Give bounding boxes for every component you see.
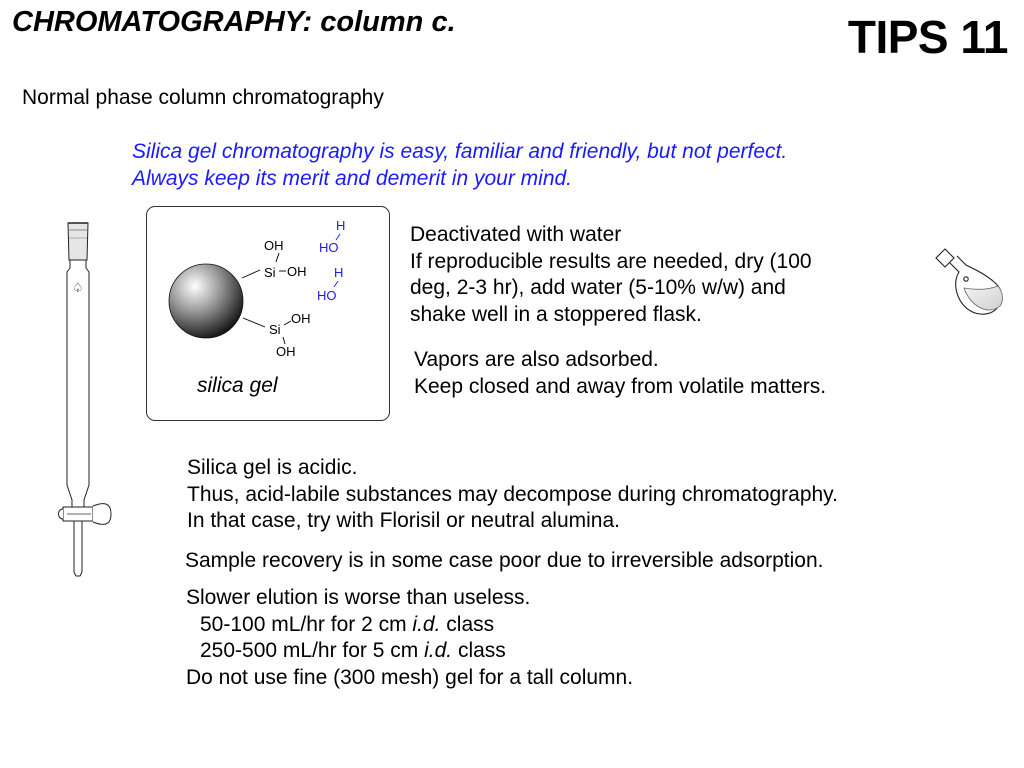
- vapors-line-2: Keep closed and away from volatile matters.: [414, 374, 827, 398]
- ho-lower-label: HO: [317, 288, 337, 303]
- elution-note: [186, 585, 633, 691]
- rate-2cm-id: i.d.: [412, 612, 441, 636]
- elution-line-4: Do not use fine (300 mesh) gel for a tall column.: [186, 665, 634, 689]
- acidity-line-1: Silica gel is acidic.: [187, 456, 358, 479]
- h-lower-label: H: [334, 265, 344, 280]
- h-upper-label: H: [336, 218, 346, 233]
- rate-5cm-class: class: [452, 639, 506, 662]
- intro-line-2: Always keep its merit and demerit in your mind.: [132, 167, 573, 190]
- rate-5cm-text: 250-500 mL/hr for 5 cm: [200, 639, 425, 662]
- rate-5cm-id: i.d.: [424, 639, 453, 662]
- intro-note: [132, 138, 787, 192]
- vapors-line-1: Vapors are also adsorbed.: [414, 348, 659, 371]
- oh-lower-right-label: OH: [291, 311, 311, 326]
- silica-gel-caption: silica gel: [197, 374, 278, 397]
- section-subtitle: Normal phase column chromatography: [22, 86, 384, 109]
- chromatography-column-illustration: [55, 220, 125, 580]
- tips-number: TIPS 11: [847, 11, 1008, 63]
- oh-top-label: OH: [264, 238, 284, 253]
- oh-upper-label: OH: [287, 264, 307, 279]
- acidity-line-2: Thus, acid-labile substances may decompose during chromatography.: [187, 482, 838, 506]
- deactivation-line-3: deg, 2-3 hr), add water (5-10% w/w) and: [410, 276, 786, 299]
- recovery-note: Sample recovery is in some case poor due to irreversible adsorption.: [185, 549, 824, 572]
- vapors-note: [414, 347, 826, 400]
- silica-sphere: [169, 264, 243, 338]
- deactivation-line-2: If reproducible results are needed, dry (100: [410, 249, 812, 273]
- si-upper-label: Si: [264, 265, 276, 280]
- rate-2cm-text: 50-100 mL/hr for 2 cm: [200, 612, 413, 636]
- page-title: CHROMATOGRAPHY: column c.: [12, 6, 456, 38]
- deactivation-line-1: Deactivated with water: [410, 223, 622, 246]
- deactivation-note: [410, 222, 812, 328]
- svg-text:♤: ♤: [72, 281, 84, 296]
- stoppered-flask-illustration: [930, 244, 1010, 324]
- acidity-note: [187, 455, 838, 535]
- acidity-line-3: In that case, try with Florisil or neutral alumina.: [187, 509, 621, 532]
- deactivation-line-4: shake well in a stoppered flask.: [410, 302, 702, 326]
- elution-rate-2cm: [186, 612, 633, 639]
- elution-line-1: Slower elution is worse than useless.: [186, 586, 531, 609]
- ho-upper-label: HO: [319, 240, 339, 255]
- intro-line-1: Silica gel chromatography is easy, familiar and friendly, but not perfect.: [132, 140, 788, 163]
- elution-rate-5cm: [186, 638, 633, 665]
- si-lower-label: Si: [269, 322, 281, 337]
- oh-bottom-label: OH: [276, 344, 296, 359]
- rate-2cm-class: class: [440, 612, 495, 636]
